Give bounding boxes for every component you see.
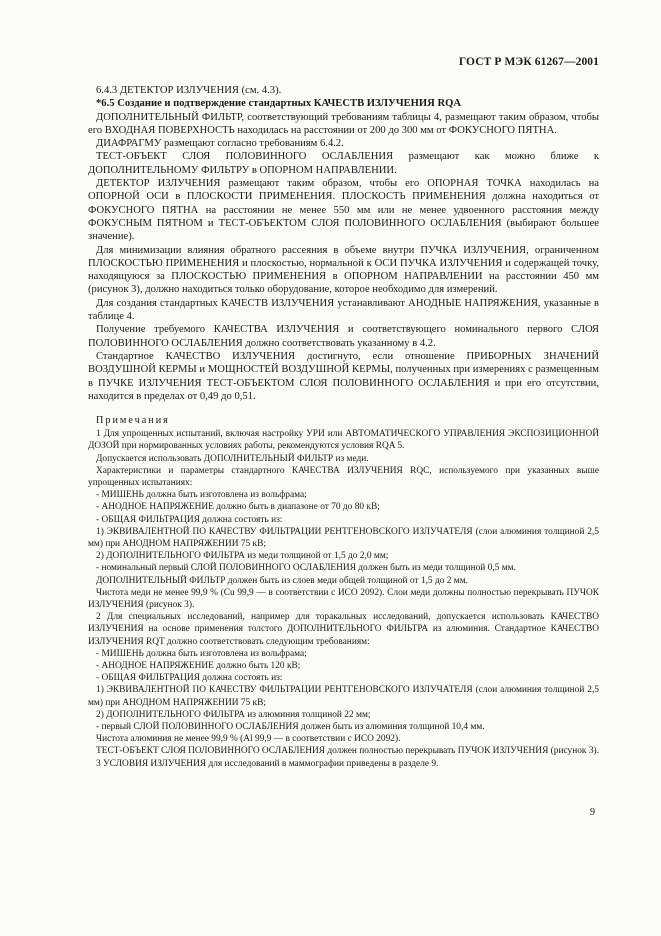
paragraph: Для минимизации влияния обратного рассеяния в объеме внутри ПУЧКА ИЗЛУЧЕНИЯ, ограниченном ПЛОСКОСТЬЮ ПРИМЕНЕНИЯ и плоскостью, нормальной к ОСИ ПУЧКА ИЗЛУЧЕНИЯ и содержащей точку, находящуюся за ПЛОСКОСТЬЮ ПРИМЕНЕНИЯ в ОПОРНОМ НАПРАВЛЕНИИ на расстоянии 450 мм (рисунок 3), должно находиться только оборудование, которое необходимо для измерений. [88, 244, 599, 296]
note-line: 2) ДОПОЛНИТЕЛЬНОГО ФИЛЬТРА из алюминия толщиной 22 мм; [96, 709, 371, 720]
note-line: Допускается использовать ДОПОЛНИТЕЛЬНЫЙ ФИЛЬТР из меди. [96, 453, 369, 464]
note-line: 1) ЭКВИВАЛЕНТНОЙ ПО КАЧЕСТВУ ФИЛЬТРАЦИИ РЕНТГЕНОВСКОГО ИЗЛУЧАТЕЛЯ (слои алюминия толщиной 2,5 мм) при АНОДНОМ НАПРЯЖЕНИИ 75 кВ; [88, 685, 599, 708]
note-line: - ОБЩАЯ ФИЛЬТРАЦИЯ должна состоять из: [96, 673, 283, 684]
note-line: 1 Для упрощенных испытаний, включая настройку УРИ или АВТОМАТИЧЕСКОГО УПРАВЛЕНИЯ ЭКСПОЗИЦИОННОЙ ДОЗОЙ при нормированных условиях работы, рекомендуются условия RQA 5. [88, 429, 599, 452]
note-line: ДОПОЛНИТЕЛЬНЫЙ ФИЛЬТР должен быть из слоев меди общей толщиной от 1,5 до 2 мм. [96, 575, 468, 586]
note-line: - номинальный первый СЛОЙ ПОЛОВИННОГО ОСЛАБЛЕНИЯ должен быть из меди толщиной 0,5 мм. [96, 563, 516, 574]
note-line: Характеристики и параметры стандартного КАЧЕСТВА ИЗЛУЧЕНИЯ RQC, используемого при указанных выше упрощенных испытаниях: [88, 465, 599, 488]
note-line: ТЕСТ-ОБЪЕКТ СЛОЯ ПОЛОВИННОГО ОСЛАБЛЕНИЯ должен полностью перекрывать ПУЧОК ИЗЛУЧЕНИЯ (рисунок 3). [96, 746, 599, 757]
page-number: 9 [590, 807, 595, 818]
note-line: - первый СЛОЙ ПОЛОВИННОГО ОСЛАБЛЕНИЯ должен быть из алюминия толщиной 10,4 мм. [96, 722, 485, 732]
note-line: Чистота меди не менее 99,9 % (Cu 99,9 — в соответствии с ИСО 2092). Слои меди должны полностью перекрывать ПУЧОК ИЗЛУЧЕНИЯ (рисунок 3). [88, 587, 599, 610]
note-line: - МИШЕНЬ должна быть изготовлена из вольфрама; [96, 490, 307, 501]
paragraph: ТЕСТ-ОБЪЕКТ СЛОЯ ПОЛОВИННОГО ОСЛАБЛЕНИЯ размещают как можно ближе к ДОПОЛНИТЕЛЬНОМУ ФИЛЬТРУ в ОПОРНОМ НАПРАВЛЕНИИ. [88, 151, 599, 176]
section-6-4-3: 6.4.3 ДЕТЕКТОР ИЗЛУЧЕНИЯ (см. 4.3). [96, 85, 282, 96]
paragraph: Стандартное КАЧЕСТВО ИЗЛУЧЕНИЯ достигнуто, если отношение ПРИБОРНЫХ ЗНАЧЕНИЙ ВОЗДУШНОЙ КЕРМЫ и МОЩНОСТЕЙ ВОЗДУШНОЙ КЕРМЫ, полученных при измерениях с размещенным в ПУЧКЕ ИЗЛУЧЕНИЯ ТЕСТ-ОБЪЕКТОМ СЛОЯ ПОЛОВИННОГО ОСЛАБЛЕНИЯ и при его отсутствии, находится в пределах от 0,49 до 0,51. [88, 350, 599, 402]
section-6-5-heading: *6.5 Создание и подтверждение стандартных КАЧЕСТВ ИЗЛУЧЕНИЯ RQA [96, 98, 461, 110]
paragraph: ДЕТЕКТОР ИЗЛУЧЕНИЯ размещают таким образом, чтобы его ОПОРНАЯ ТОЧКА находилась на ОПОРНОЙ ОСИ в ПЛОСКОСТИ ПРИМЕНЕНИЯ. ПЛОСКОСТЬ ПРИМЕНЕНИЯ должна находиться от ФОКУСНОГО ПЯТНА на расстоянии не менее 550 мм или не менее удвоенного расстояния между ФОКУСНЫМ ПЯТНОМ и ТЕСТ-ОБЪЕКТОМ СЛОЯ ПОЛОВИННОГО ОСЛАБЛЕНИЯ (выбирают большее значение). [88, 178, 599, 243]
note-line: 3 УСЛОВИЯ ИЗЛУЧЕНИЯ для исследований в маммографии приведены в разделе 9. [96, 758, 439, 769]
paragraph: Для создания стандартных КАЧЕСТВ ИЗЛУЧЕНИЯ устанавливают АНОДНЫЕ НАПРЯЖЕНИЯ, указанные в таблице 4. [88, 297, 599, 323]
paragraph: ДИАФРАГМУ размещают согласно требованиям 6.4.2. [96, 138, 344, 150]
note-line: 2 Для специальных исследований, например для торакальных исследований, допускается использовать КАЧЕСТВО ИЗЛУЧЕНИЯ на основе применения толстого ДОПОЛНИТЕЛЬНОГО ФИЛЬТРА из алюминия. Стандартное КАЧЕСТВО ИЗЛУЧЕНИЯ RQT должно соответствовать следующим требованиям: [88, 612, 599, 647]
note-line: - ОБЩАЯ ФИЛЬТРАЦИЯ должна состоять из: [96, 514, 283, 525]
note-line: - АНОДНОЕ НАПРЯЖЕНИЕ должно быть в диапазоне от 70 до 80 кВ; [96, 502, 380, 513]
note-line: - МИШЕНЬ должна быть изготовлена из вольфрама; [96, 648, 307, 659]
notes-title: Примечания [96, 415, 170, 427]
paragraph: Получение требуемого КАЧЕСТВА ИЗЛУЧЕНИЯ и соответствующего номинального первого СЛОЯ ПОЛОВИННОГО ОСЛАБЛЕНИЯ должно соответствовать указанному в 4.2. [88, 324, 599, 349]
note-line: 2) ДОПОЛНИТЕЛЬНОГО ФИЛЬТРА из меди толщиной от 1,5 до 2,0 мм; [96, 551, 389, 562]
paragraph: ДОПОЛНИТЕЛЬНЫЙ ФИЛЬТР, соответствующий требованиям таблицы 4, размещают таким образом, чтобы его ВХОДНАЯ ПОВЕРХНОСТЬ находилась на расстоянии от 200 до 300 мм от ФОКУСНОГО ПЯТНА. [88, 111, 599, 136]
document-code: ГОСТ Р МЭК 61267—2001 [458, 56, 599, 68]
note-line: - АНОДНОЕ НАПРЯЖЕНИЕ должно быть 120 кВ; [96, 660, 301, 671]
note-line: Чистота алюминия не менее 99,9 % (Al 99,9 — в соответствии с ИСО 2092). [96, 734, 401, 745]
note-line: 1) ЭКВИВАЛЕНТНОЙ ПО КАЧЕСТВУ ФИЛЬТРАЦИИ РЕНТГЕНОВСКОГО ИЗЛУЧАТЕЛЯ (слои алюминия толщиной 2,5 мм) при АНОДНОМ НАПРЯЖЕНИИ 75 кВ; [88, 526, 599, 549]
document-body [88, 84, 599, 770]
